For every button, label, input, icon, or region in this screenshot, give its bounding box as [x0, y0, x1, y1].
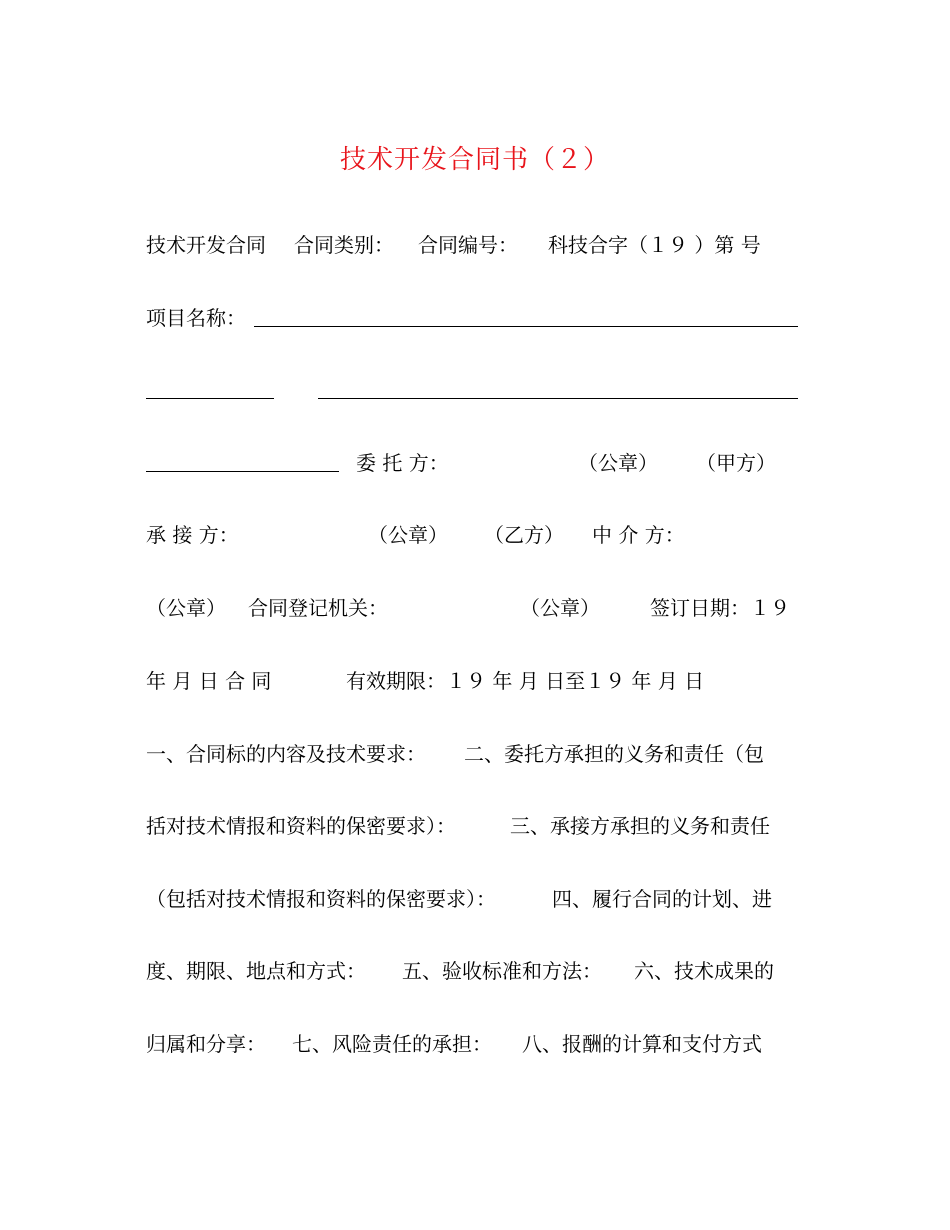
- clause-3-cont: （包括对技术情报和资料的保密要求）：: [146, 887, 496, 911]
- signing-date-label: 签订日期：１９: [650, 596, 790, 620]
- clause-6-cont: 归属和分享：: [146, 1032, 266, 1056]
- project-name-label: 项目名称：: [146, 306, 246, 330]
- clause-line: [146, 956, 798, 986]
- intermediary-seal: （公章）: [146, 596, 226, 620]
- clause-line: [146, 739, 798, 769]
- intermediary-label: 中 介 方：: [592, 523, 685, 547]
- clause-line: [146, 884, 798, 914]
- contractor-line: [146, 520, 798, 550]
- validity-line: [146, 666, 798, 696]
- client-seal: （公章）: [578, 451, 658, 475]
- clause-5: 五、验收标准和方法：: [402, 959, 602, 983]
- party-a-label: （甲方）: [696, 451, 776, 475]
- clause-1: 一、合同标的内容及技术要求：: [146, 742, 426, 766]
- signing-date-value: 年 月 日 合 同: [146, 669, 272, 693]
- contract-type-name: 技术开发合同: [146, 233, 266, 257]
- party-b-label: （乙方）: [484, 523, 564, 547]
- blank-underline-short: [146, 398, 274, 399]
- clause-line: [146, 1029, 798, 1059]
- registration-seal: （公章）: [520, 596, 600, 620]
- clause-4-cont: 度、期限、地点和方式：: [146, 959, 366, 983]
- blank-underline-long: [318, 398, 798, 399]
- contractor-seal: （公章）: [368, 523, 448, 547]
- clause-7: 七、风险责任的承担：: [292, 1032, 492, 1056]
- clause-3: 三、承接方承担的义务和责任: [510, 814, 770, 838]
- clause-2-cont: 括对技术情报和资料的保密要求）：: [146, 814, 456, 838]
- registration-authority-label: 合同登记机关：: [248, 596, 388, 620]
- validity-period: 有效期限：１９ 年 月 日至１９ 年 月 日: [346, 669, 705, 693]
- blank-line: [146, 375, 798, 405]
- contractor-label: 承 接 方：: [146, 523, 239, 547]
- clause-6: 六、技术成果的: [634, 959, 774, 983]
- registration-line: [146, 593, 798, 623]
- client-line: [146, 448, 798, 478]
- contract-number-value: 科技合字（１９ ）第 号: [548, 233, 761, 257]
- project-name-blank: [254, 326, 798, 327]
- clause-4: 四、履行合同的计划、进: [552, 887, 772, 911]
- blank-underline: [146, 471, 339, 472]
- client-label: 委 托 方：: [356, 451, 449, 475]
- clause-2: 二、委托方承担的义务和责任（包: [464, 742, 764, 766]
- clause-line: [146, 811, 798, 841]
- contract-category-label: 合同类别：: [294, 233, 394, 257]
- contract-header-line: [146, 230, 798, 260]
- clause-8: 八、报酬的计算和支付方式: [522, 1032, 762, 1056]
- project-name-line: [146, 303, 798, 333]
- document-title: 技术开发合同书（２）: [339, 145, 610, 175]
- contract-number-label: 合同编号：: [418, 233, 518, 257]
